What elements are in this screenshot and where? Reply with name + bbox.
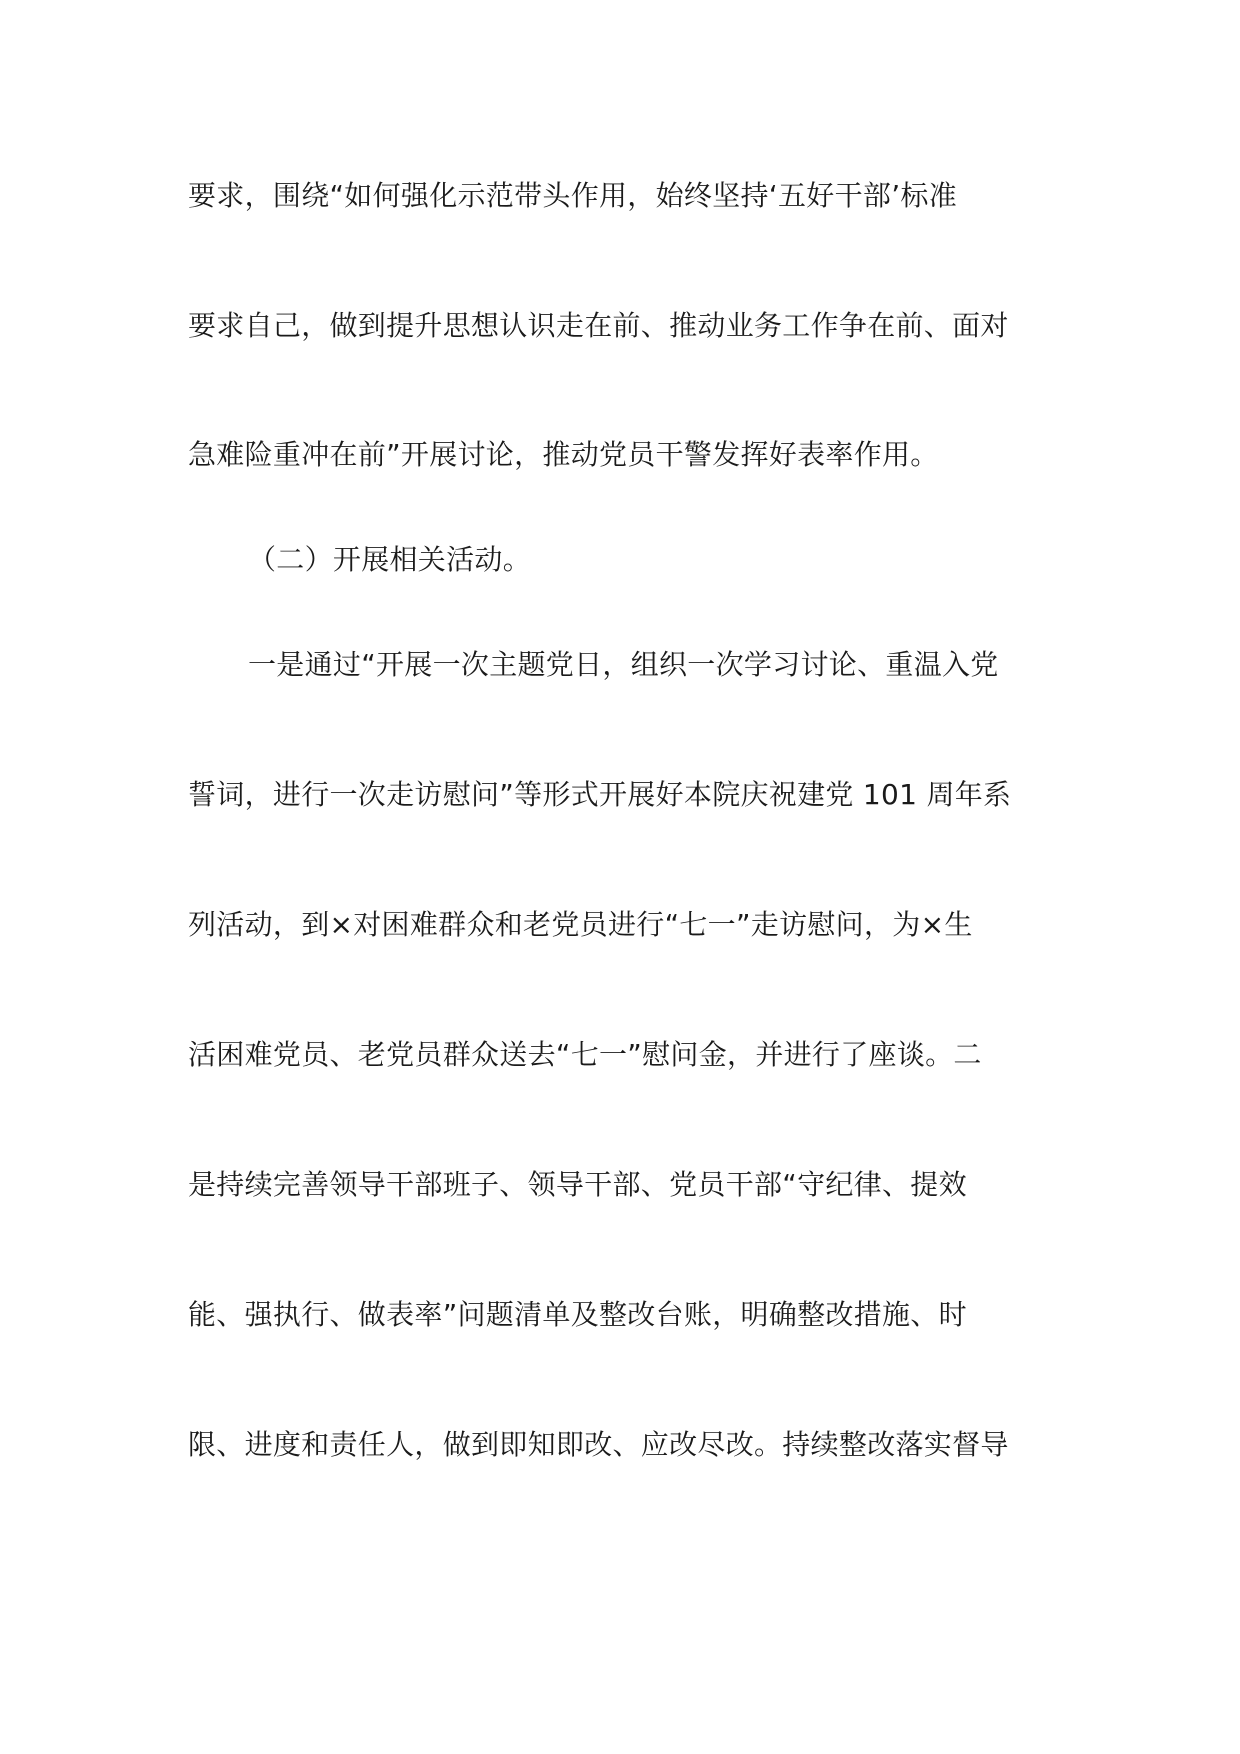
body-text-line: 列活动，到×对困难群众和老党员进行“七一”走访慰问，为×生 [188,908,973,941]
body-text-line: 能、强执行、做表率”问题清单及整改台账，明确整改措施、时 [188,1298,967,1331]
body-text-line: 急难险重冲在前”开展讨论，推动党员干警发挥好表率作用。 [188,438,939,471]
body-text-line: 活困难党员、老党员群众送去“七一”慰问金，并进行了座谈。二 [188,1038,982,1071]
body-text-line: 限、进度和责任人，做到即知即改、应改尽改。持续整改落实督导 [188,1428,1009,1461]
body-text-line: 誓词，进行一次走访慰问”等形式开展好本院庆祝建党 101 周年系 [188,778,1012,811]
section-heading: （二）开展相关活动。 [248,543,532,576]
body-text-line: 一是通过“开展一次主题党日，组织一次学习讨论、重温入党 [248,648,999,681]
body-text-line: 是持续完善领导干部班子、领导干部、党员干部“守纪律、提效 [188,1168,967,1201]
body-text-line: 要求，围绕“如何强化示范带头作用，始终坚持‘五好干部’标准 [188,179,958,212]
body-text-line: 要求自己，做到提升思想认识走在前、推动业务工作争在前、面对 [188,309,1009,342]
